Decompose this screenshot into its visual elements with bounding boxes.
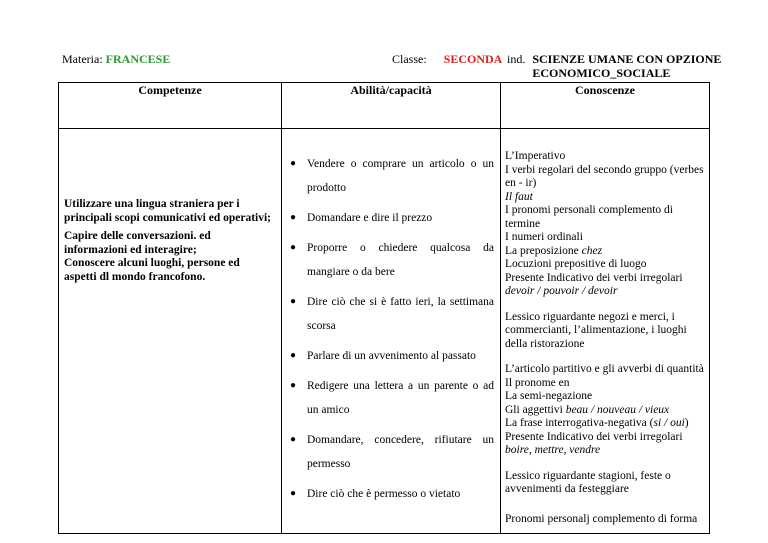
conoscenza-line: Il faut [505,190,533,203]
bullet-icon: ● [290,488,297,499]
abilita-item: ● Dire ciò che si è fatto ieri, la settimana scorsa [307,290,494,338]
indirizzo-line-1: SCIENZE UMANE CON OPZIONE [532,52,722,66]
header-conoscenze: Conoscenze [501,83,710,129]
conoscenza-line: Locuzioni prepositive di luogo [505,258,647,270]
competenze-cell [59,129,282,534]
abilita-list [282,129,500,506]
abilita-item: ● Domandare e dire il prezzo [307,206,494,230]
materia-header [62,52,170,66]
classe-value: SECONDA [443,52,503,66]
bullet-icon: ● [290,380,297,391]
bullet-icon: ● [290,242,297,253]
conoscenze-block-4: Lessico riguardante stagioni, feste o avvenimenti da festeggiare [505,469,671,495]
competenza-item: Conoscere alcuni luoghi, persone ed aspetti dl mondo francofono. [64,257,240,283]
header-abilita: Abilità/capacità [282,83,501,129]
competenza-item: Capire delle conversazioni. ed informazioni ed interagire; [64,230,211,256]
conoscenza-line: Presente Indicativo dei verbi irregolari boire, mettre, vendre [505,430,683,456]
materia-value: FRANCESE [105,52,171,66]
indirizzo-label: ind. [507,52,526,66]
conoscenza-line: Presente Indicativo dei verbi irregolari devoir / pouvoir / devoir [505,271,683,297]
competenza-item: Utilizzare una lingua straniera per i principali scopi comunicativi ed operativi; [64,198,271,224]
conoscenza-line: La frase interrogativa-negativa (si / oui) [505,417,689,429]
conoscenza-line: La preposizione chez [505,244,603,257]
abilita-item: ● Domandare, concedere, rifiutare un permesso [307,428,494,476]
bullet-icon: ● [290,212,297,223]
classe-label: Classe: [392,52,427,66]
conoscenza-line: L’Imperativo [505,150,566,162]
conoscenza-line: I numeri ordinali [505,231,583,243]
abilita-item: ● Proporre o chiedere qualcosa da mangiare o da bere [307,236,494,284]
bullet-icon: ● [290,158,297,169]
conoscenza-line: I pronomi personali complemento di termine [505,204,673,230]
conoscenze-block-3 [505,363,705,458]
bullet-icon: ● [290,350,297,361]
program-table [58,82,710,534]
indirizzo-value [532,52,721,80]
abilita-item: ● Parlare di un avvenimento al passato [307,344,494,368]
conoscenza-line: L’articolo partitivo e gli avverbi di quantità [505,363,704,375]
abilita-item: ● Vendere o comprare un articolo o un prodotto [307,152,494,200]
bullet-icon: ● [290,434,297,445]
conoscenze-block-5: Pronomi personalj complemento di forma [505,512,698,525]
header-competenze: Competenze [59,83,282,129]
conoscenza-line: Il pronome en [505,376,570,389]
body-row [59,129,710,534]
conoscenze-block-1 [505,150,705,299]
conoscenze-cell [501,129,710,534]
abilita-item: ● Redigere una lettera a un parente o ad un amico [307,374,494,422]
indirizzo-line-2: ECONOMICO_SOCIALE [532,66,671,80]
bullet-icon: ● [290,296,297,307]
classe-header [392,52,502,66]
abilita-item: ● Dire ciò che è permesso o vietato [307,482,494,506]
conoscenze-block-2: Lessico riguardante negozi e merci, i commercianti, l’alimentazione, i luoghi della ristorazione [505,310,687,350]
materia-label: Materia: [62,52,103,66]
header-row [59,83,710,129]
indirizzo-header [507,52,721,80]
conoscenza-line: I verbi regolari del secondo gruppo (verbes en - ir) [505,163,704,189]
conoscenza-line: La semi-negazione [505,390,593,402]
abilita-cell [282,129,501,534]
conoscenza-line: Gli aggettivi beau / nouveau / vieux [505,403,670,416]
